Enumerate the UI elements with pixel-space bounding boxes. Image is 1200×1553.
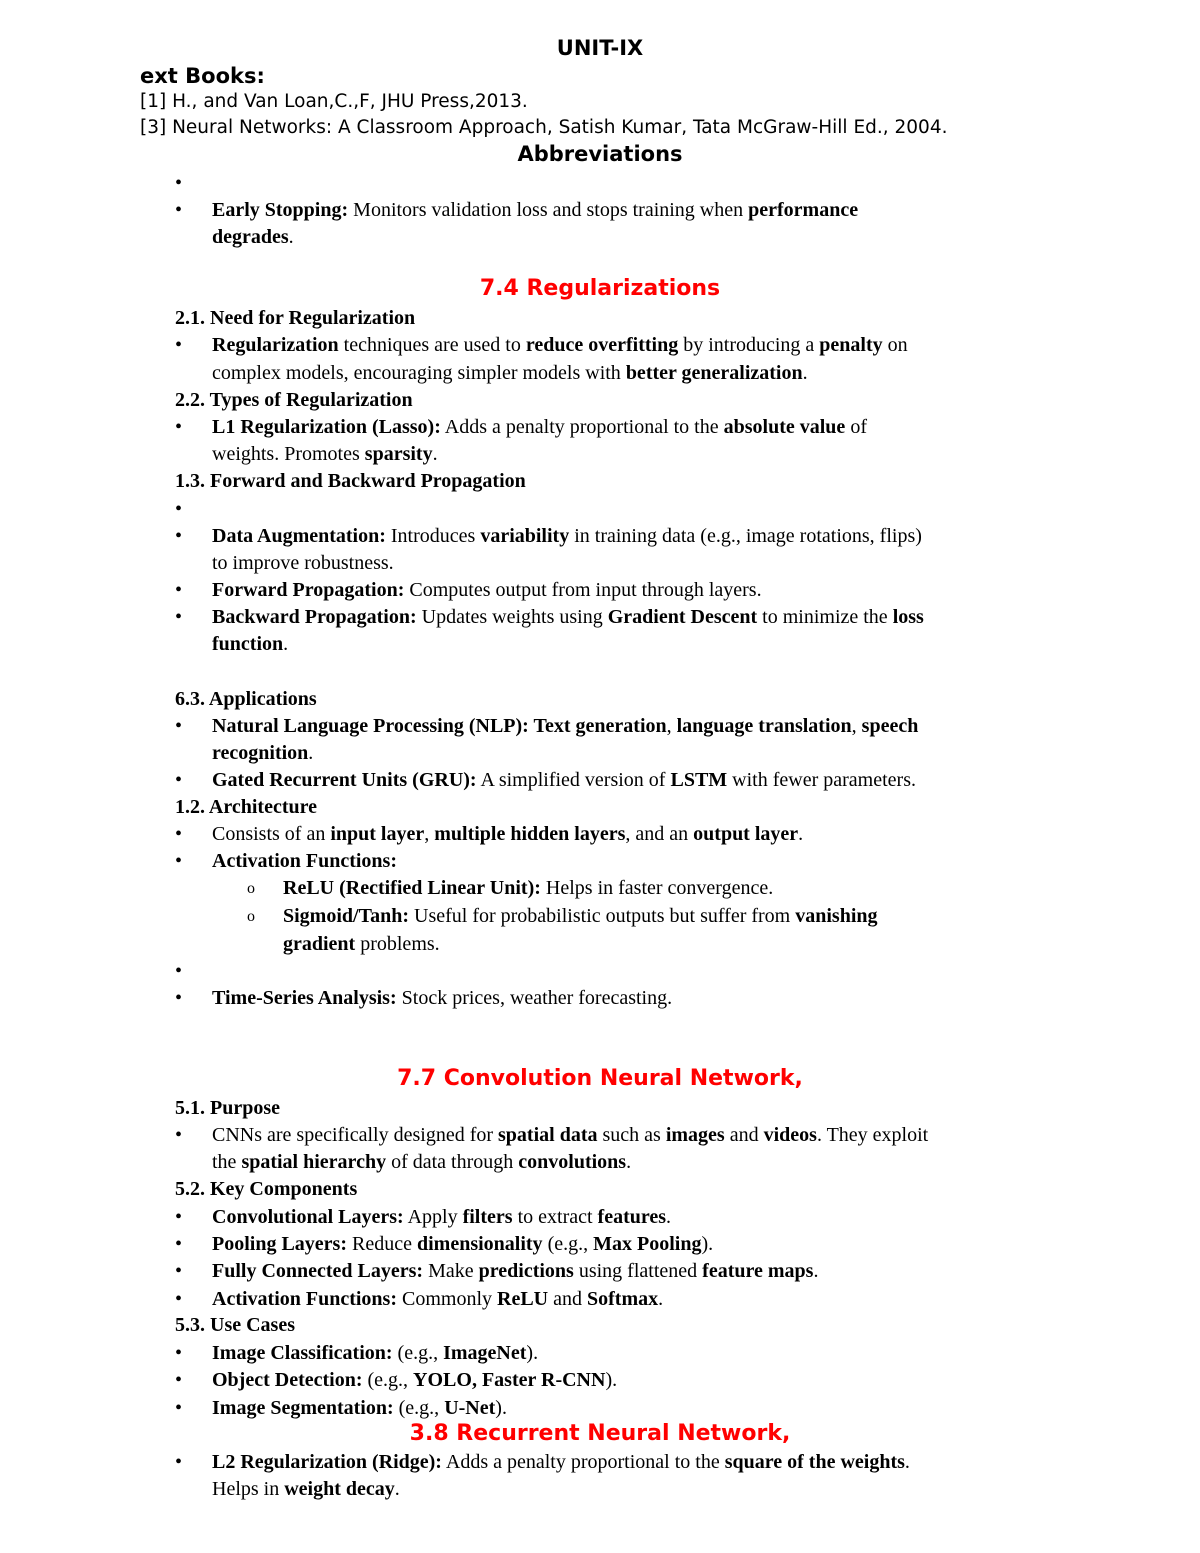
sub-bullet-icon: o [247, 880, 255, 897]
list-item-continuation: Helps in weight decay. [212, 1478, 400, 1500]
subheading-forward-backward-propagation: 1.3. Forward and Backward Propagation [175, 470, 526, 492]
section-heading-cnn: 7.7 Convolution Neural Network, [397, 1066, 803, 1091]
list-item-continuation: function. [212, 633, 289, 655]
bullet-icon: • [175, 498, 183, 520]
subheading-purpose: 5.1. Purpose [175, 1097, 280, 1119]
bullet-icon: • [175, 1451, 183, 1473]
sub-bullet-icon: o [247, 908, 255, 925]
list-item-continuation: the spatial hierarchy of data through convolutions. [212, 1151, 632, 1173]
list-item-continuation: recognition. [212, 742, 314, 764]
section-heading-rnn: 3.8 Recurrent Neural Network, [409, 1421, 791, 1446]
list-item-continuation: to improve robustness. [212, 552, 394, 574]
bullet-icon: • [175, 525, 183, 547]
subheading-types-of-regularization: 2.2. Types of Regularization [175, 389, 413, 411]
bullet-icon: • [175, 1342, 183, 1364]
bullet-icon: • [175, 823, 183, 845]
reference-3: [3] Neural Networks: A Classroom Approach, Satish Kumar, Tata McGraw-Hill Ed., 2004. [140, 117, 948, 138]
bullet-icon: • [175, 606, 183, 628]
bullet-icon: • [175, 1233, 183, 1255]
bullet-icon: • [175, 715, 183, 737]
bullet-icon: • [175, 987, 183, 1009]
bullet-icon: • [175, 1260, 183, 1282]
bullet-icon: • [175, 1206, 183, 1228]
bullet-icon: • [175, 579, 183, 601]
bullet-icon: • [175, 1397, 183, 1419]
bullet-icon: • [175, 172, 183, 194]
subheading-architecture: 1.2. Architecture [175, 796, 318, 818]
bullet-icon: • [175, 1124, 183, 1146]
bullet-icon: • [175, 960, 183, 982]
unit-title: UNIT-IX [556, 36, 644, 60]
document-page: UNIT-IX ext Books: [1] H., and Van Loan,C.,F, JHU Press,2013. [3] Neural Networks: A Classroom Approach, Satish Kumar, Tata McGraw-Hill Ed., 2004. Abbreviations • • Early Stopping: Monitors validation loss and stops training when performance degrades. 7.4 Regularizations 2.1. Need for Regularization • Regularization techniques are used to reduce overfitting by introducing a penalty on complex models, encouraging simpler models with better generalization. 2.2. Types of Regularization • L1 Regularization (Lasso): Adds a penalty proportional to the absolute value of weights. Promotes sparsity. 1.3. Forward and Backward Propagation • • Data Augmentation: Introduces variability in training data (e.g., image rotations, flips) to improve robustness. • Forward Propagation: Computes output from input through layers. • Backward Propagation: Updates weights using Gradient Descent to minimize the loss function. 6.3. Applications • Natural Language Processing (NLP): Text generation, language translation, speech recognition. • Gated Recurrent Units (GRU): A simplified version of LSTM with fewer parameters. 1.2. Architecture • Consists of an input layer, multiple hidden layers, and an output layer. • Activation Functions: o ReLU (Rectified Linear Unit): Helps in faster convergence. o Sigmoid/Tanh: Useful for probabilistic outputs but suffer from vanishing gradient problems. • • Time-Series Analysis: Stock prices, weather forecasting. 7.7 Convolution Neural Network, 5.1. Purpose • CNNs are specifically designed for spatial data such as images and videos. They exploit the spatial hierarchy of data through convolutions. 5.2. Key Components • Convolutional Layers: Apply filters to extract features. • Pooling Layers: Reduce dimensionality (e.g., Max Pooling). • Fully Connected Layers: Make predictions using flattened feature maps. • Activation Functions: Commonly ReLU and Softmax. 5.3. Use Cases • Image Classification: (e.g., ImageNet). • Object Detection: (e.g., YOLO, Faster R-CNN). • Image Segmentation: (e.g., U-Net). 3.8 Recurrent Neural Network, • L2 Regularization (Ridge): Adds a penalty proportional to the square of the weights. Helps in weight decay. [0, 0, 1200, 1553]
bullet-icon: • [175, 1369, 183, 1391]
list-item-continuation: complex models, encouraging simpler models with better generalization. [212, 362, 808, 384]
subheading-need-for-regularization: 2.1. Need for Regularization [175, 307, 416, 329]
bullet-icon: • [175, 416, 183, 438]
sub-list-item-continuation: gradient problems. [283, 933, 440, 955]
section-heading-regularizations: 7.4 Regularizations [479, 276, 721, 301]
bullet-icon: • [175, 769, 183, 791]
abbreviations-heading: Abbreviations [517, 142, 683, 166]
subheading-key-components: 5.2. Key Components [175, 1178, 358, 1200]
reference-1: [1] H., and Van Loan,C.,F, JHU Press,2013. [140, 91, 528, 112]
list-item-continuation: degrades. [212, 226, 294, 248]
bullet-icon: • [175, 334, 183, 356]
bullet-icon: • [175, 850, 183, 872]
bullet-icon: • [175, 199, 183, 221]
bullet-icon: • [175, 1288, 183, 1310]
subheading-use-cases: 5.3. Use Cases [175, 1314, 295, 1336]
list-item-continuation: weights. Promotes sparsity. [212, 443, 438, 465]
subheading-applications: 6.3. Applications [175, 688, 317, 710]
text-books-heading: ext Books: [140, 64, 265, 88]
